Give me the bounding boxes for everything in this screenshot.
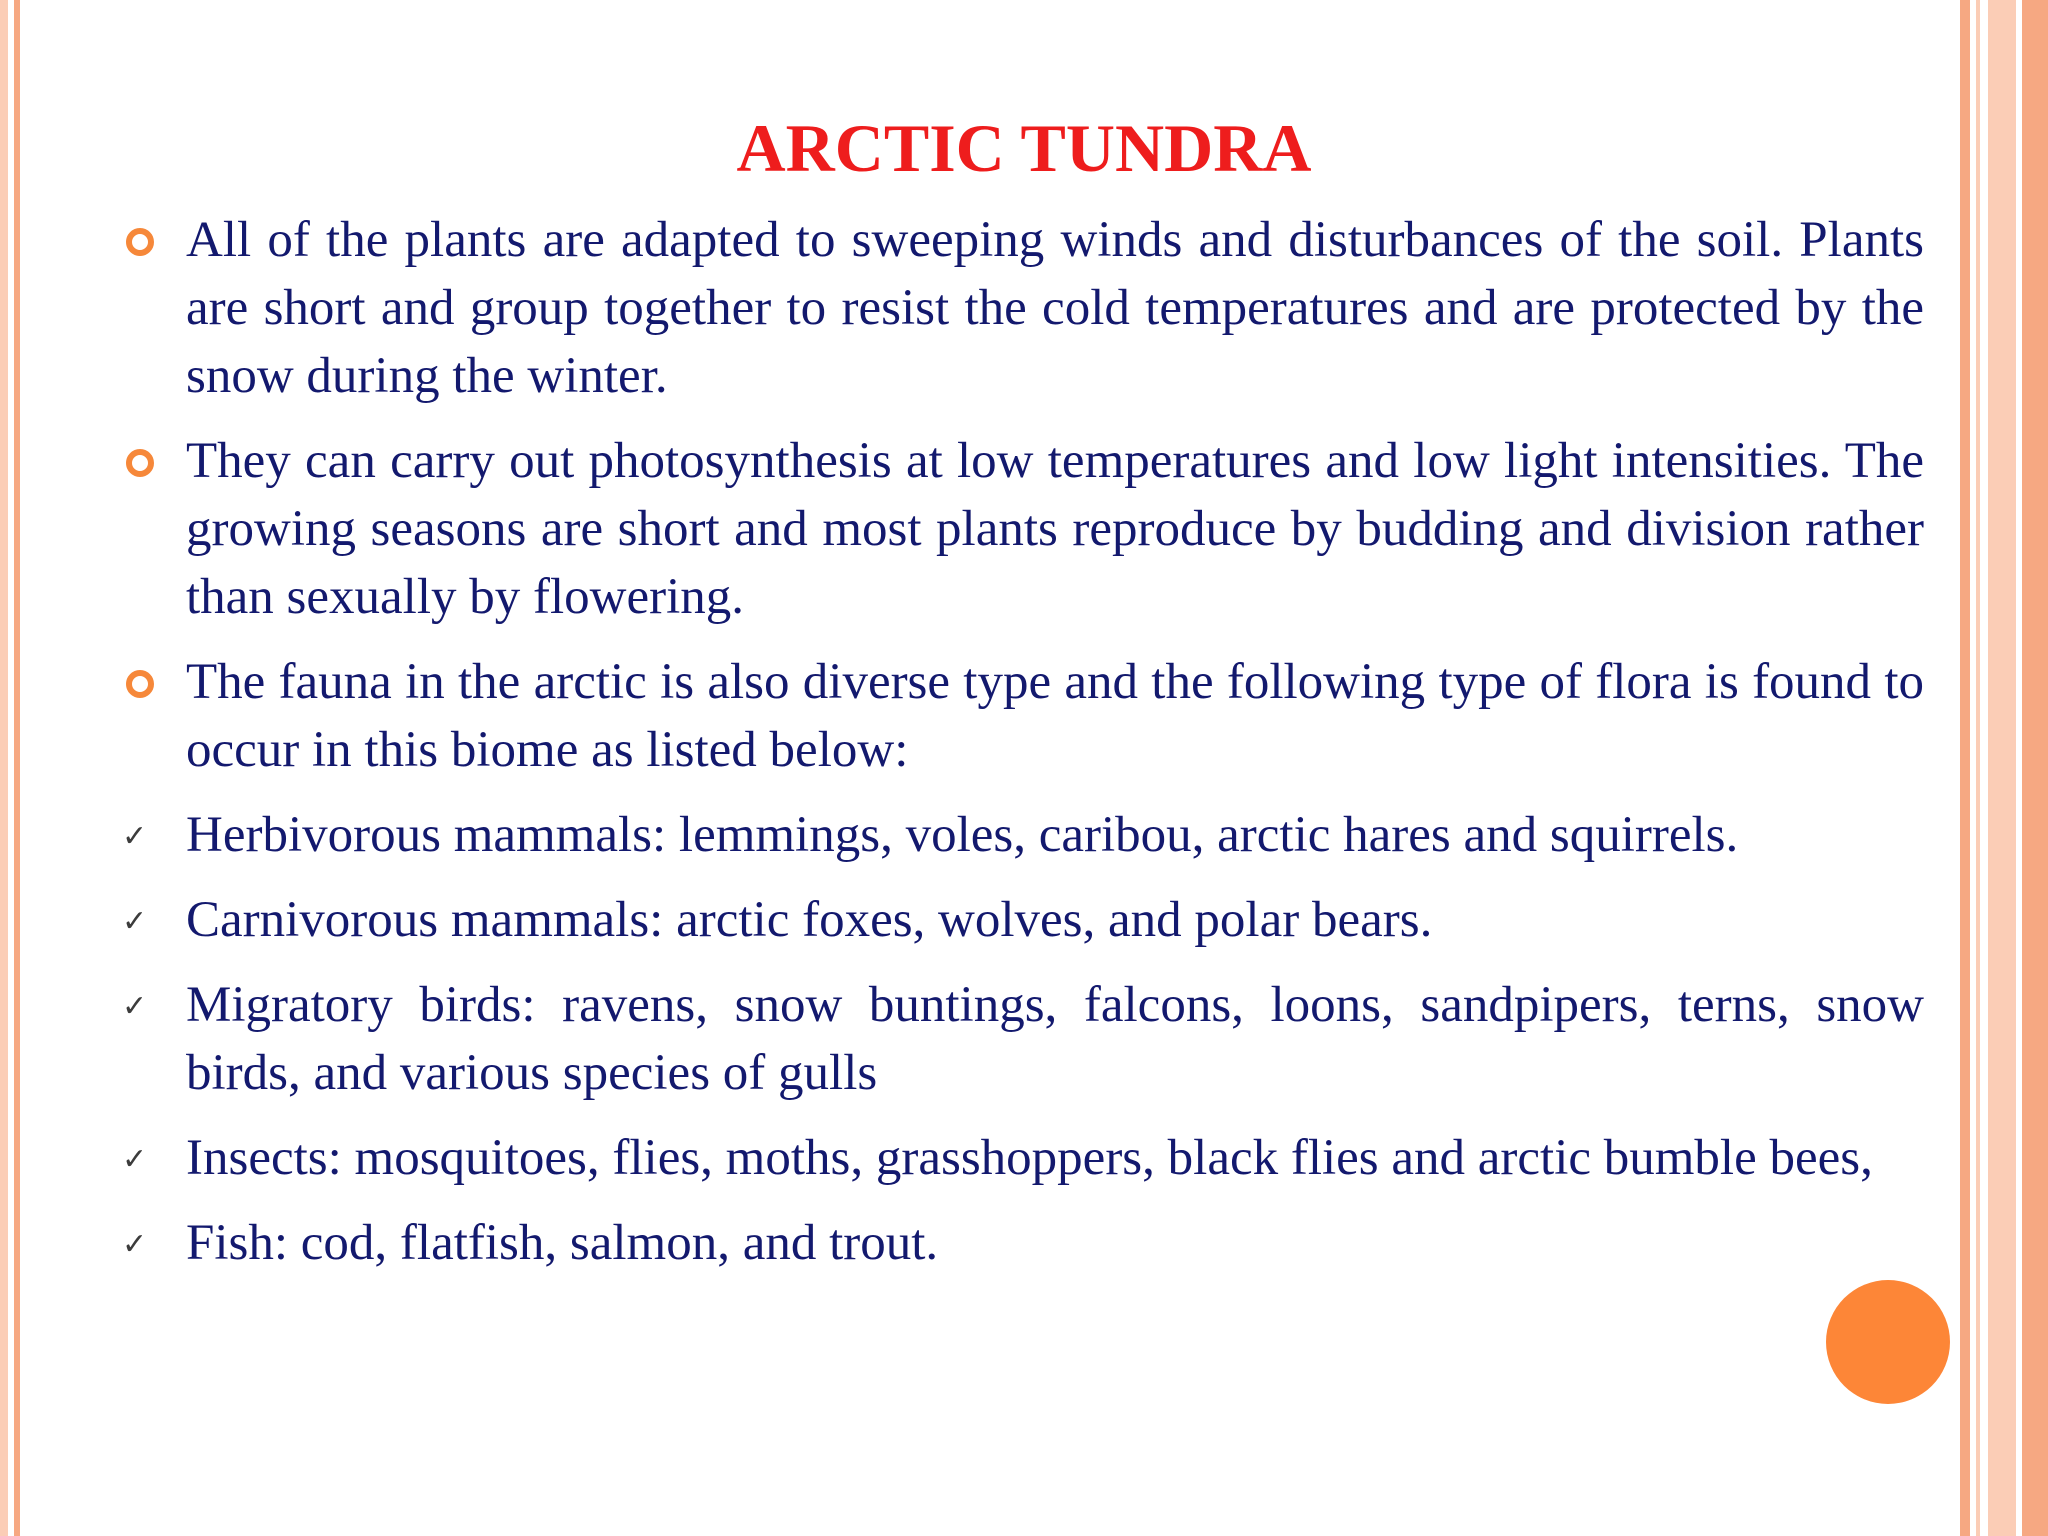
frame-stripe-right-inner [1960, 0, 1970, 1536]
check-item-text: Migratory birds: ravens, snow buntings, falcons, loons, sandpipers, terns, snow birds, and various species of gulls [186, 977, 1924, 1101]
check-item [118, 1124, 1924, 1192]
check-item-text: Fish: cod, flatfish, salmon, and trout. [186, 1215, 939, 1271]
frame-stripe-left-outer [0, 0, 8, 1536]
bullet-text: All of the plants are adapted to sweeping winds and disturbances of the soil. Plants are short and group together to resist the cold temperatures and are protected by the snow during the winter. [186, 212, 1924, 404]
check-item-text: Herbivorous mammals: lemmings, voles, caribou, arctic hares and squirrels. [186, 807, 1739, 863]
check-item [118, 1209, 1924, 1277]
circle-bullet-icon [126, 228, 154, 256]
check-item [118, 886, 1924, 954]
check-item-text: Carnivorous mammals: arctic foxes, wolves, and polar bears. [186, 892, 1433, 948]
frame-stripe-right-outer [2022, 0, 2048, 1536]
bullet-item [118, 206, 1924, 410]
checkmark-icon: ✓ [122, 819, 148, 854]
circle-bullet-icon [126, 670, 154, 698]
checkmark-icon: ✓ [122, 989, 148, 1024]
frame-stripe-right-wide [1988, 0, 2016, 1536]
bullet-item [118, 427, 1924, 631]
slide-title: ARCTIC TUNDRA [736, 110, 1312, 186]
checkmark-icon: ✓ [122, 1142, 148, 1177]
bullet-item [118, 648, 1924, 784]
bullet-text: They can carry out photosynthesis at low temperatures and low light intensities. The growing seasons are short and most plants reproduce by budding and division rather than sexually by flowering. [186, 433, 1924, 625]
bullet-text: The fauna in the arctic is also diverse type and the following type of flora is found to occur in this biome as listed below: [186, 654, 1924, 778]
check-item [118, 971, 1924, 1107]
checkmark-icon: ✓ [122, 904, 148, 939]
frame-stripe-left-inner [14, 0, 20, 1536]
circle-bullet-icon [126, 449, 154, 477]
check-item-text: Insects: mosquitoes, flies, moths, grasshoppers, black flies and arctic bumble bees, [186, 1130, 1873, 1186]
checkmark-icon: ✓ [122, 1227, 148, 1262]
frame-stripe-right-thin [1976, 0, 1980, 1536]
bullet-list [118, 206, 1924, 1294]
orange-circle-decoration [1826, 1280, 1950, 1404]
check-item [118, 801, 1924, 869]
